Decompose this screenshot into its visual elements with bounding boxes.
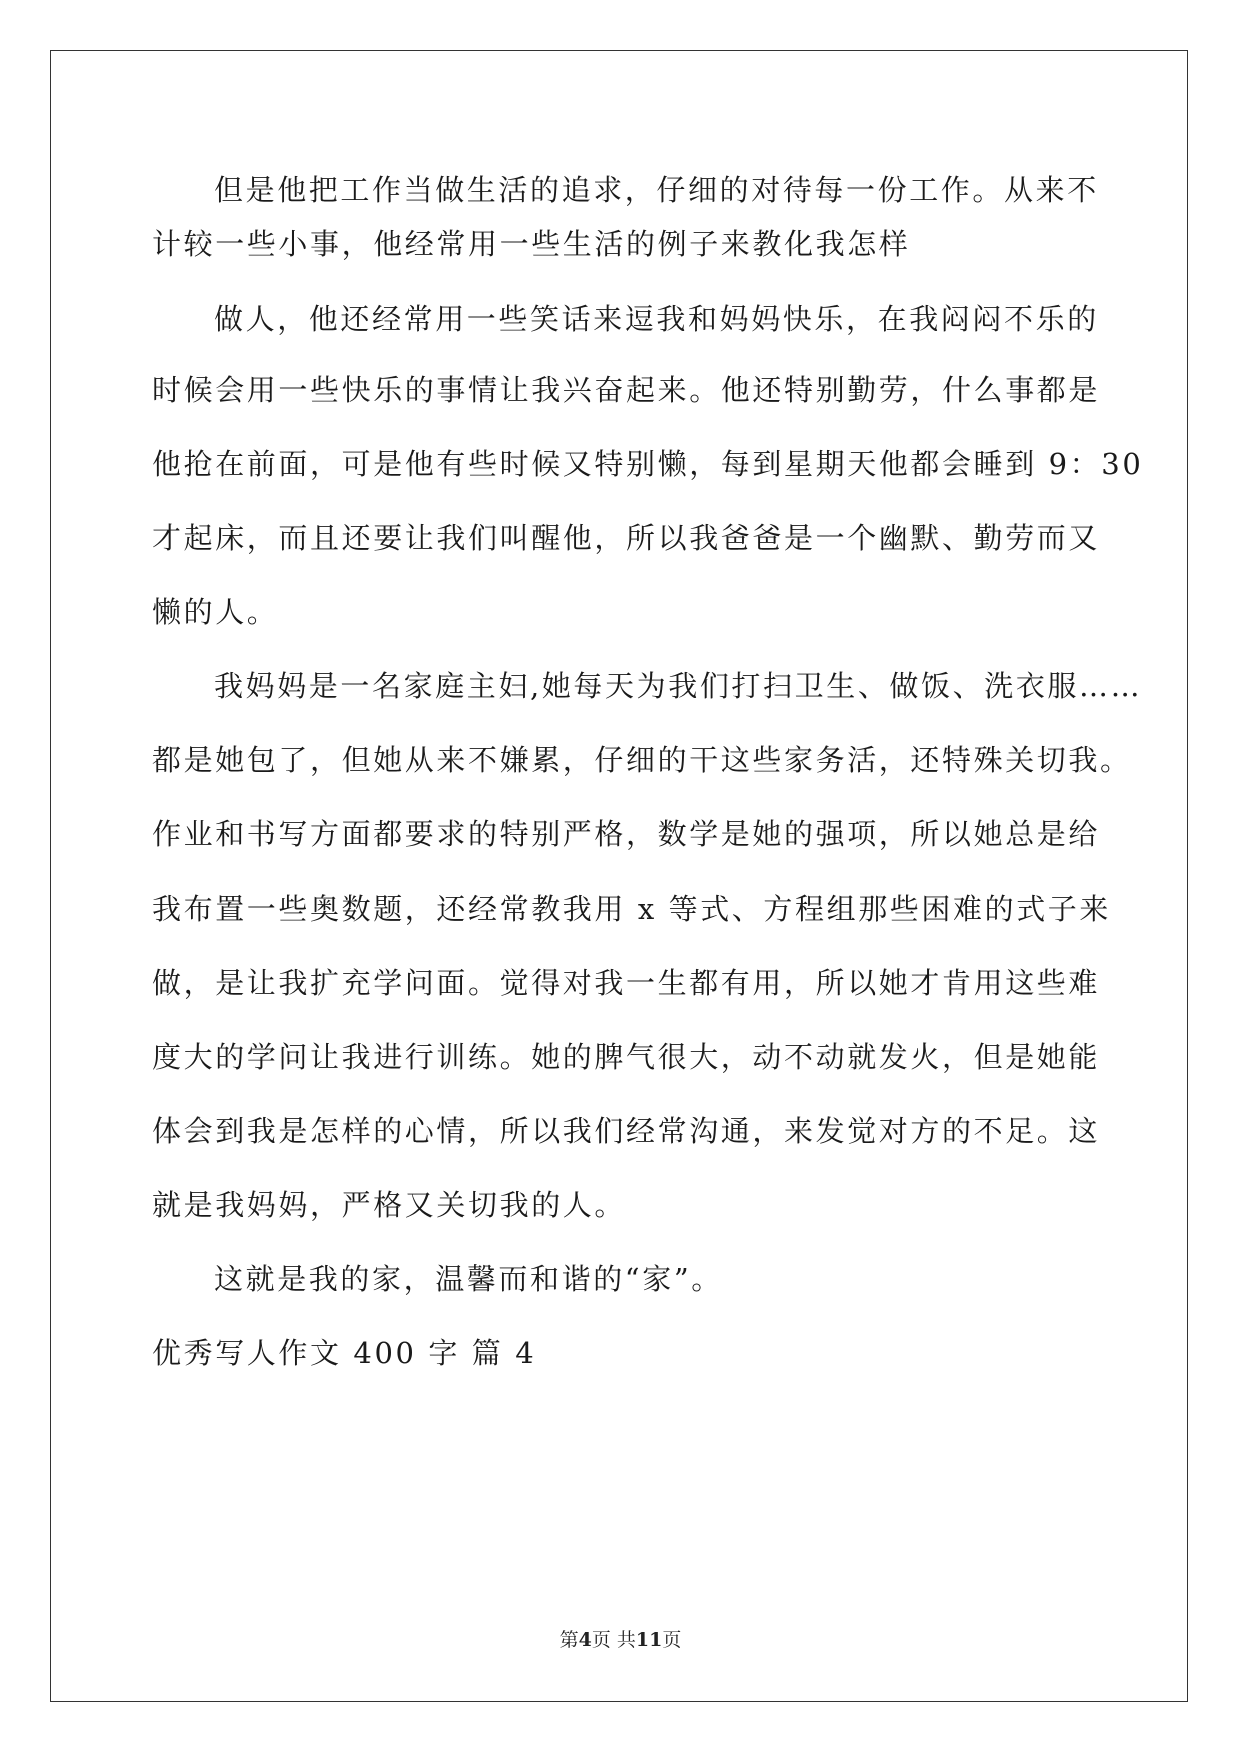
text-line: 都是她包了，但她从来不嫌累，仔细的干这些家务活，还特殊关切我。 [152,743,1132,777]
page-border [50,50,1188,1702]
text-line: 我妈妈是一名家庭主妇,她每天为我们打扫卫生、做饭、洗衣服…… [214,669,1143,703]
text-line: 但是他把工作当做生活的追求，仔细的对待每一份工作。从来不 [214,173,1099,207]
section-heading: 优秀写人作文 400 字 篇 4 [152,1336,537,1370]
page-footer [0,1628,1241,1652]
footer-suffix: 页 [662,1629,682,1651]
footer-prefix: 第 [559,1629,579,1651]
page-number: 4 [578,1629,592,1651]
total-pages: 11 [635,1629,663,1651]
text-line: 他抢在前面，可是他有些时候又特别懒，每到星期天他都会睡到 9：30 [152,447,1144,481]
text-line: 才起床，而且还要让我们叫醒他，所以我爸爸是一个幽默、勤劳而又 [152,521,1101,555]
text-line: 这就是我的家，温馨而和谐的“家”。 [214,1262,723,1296]
text-line: 作业和书写方面都要求的特别严格，数学是她的强项，所以她总是给 [152,817,1101,851]
text-line: 计较一些小事，他经常用一些生活的例子来教化我怎样 [152,227,911,261]
text-line: 度大的学问让我进行训练。她的脾气很大，动不动就发火，但是她能 [152,1040,1101,1074]
text-line: 我布置一些奥数题，还经常教我用 x 等式、方程组那些困难的式子来 [152,892,1111,926]
text-line: 就是我妈妈，严格又关切我的人。 [152,1188,627,1222]
text-line: 时候会用一些快乐的事情让我兴奋起来。他还特别勤劳，什么事都是 [152,373,1101,407]
text-line: 体会到我是怎样的心情，所以我们经常沟通，来发觉对方的不足。这 [152,1114,1101,1148]
text-line: 做人，他还经常用一些笑话来逗我和妈妈快乐，在我闷闷不乐的 [214,302,1099,336]
footer-middle: 页 共 [591,1629,636,1651]
text-line: 懒的人。 [152,595,279,629]
text-line: 做，是让我扩充学问面。觉得对我一生都有用，所以她才肯用这些难 [152,966,1101,1000]
